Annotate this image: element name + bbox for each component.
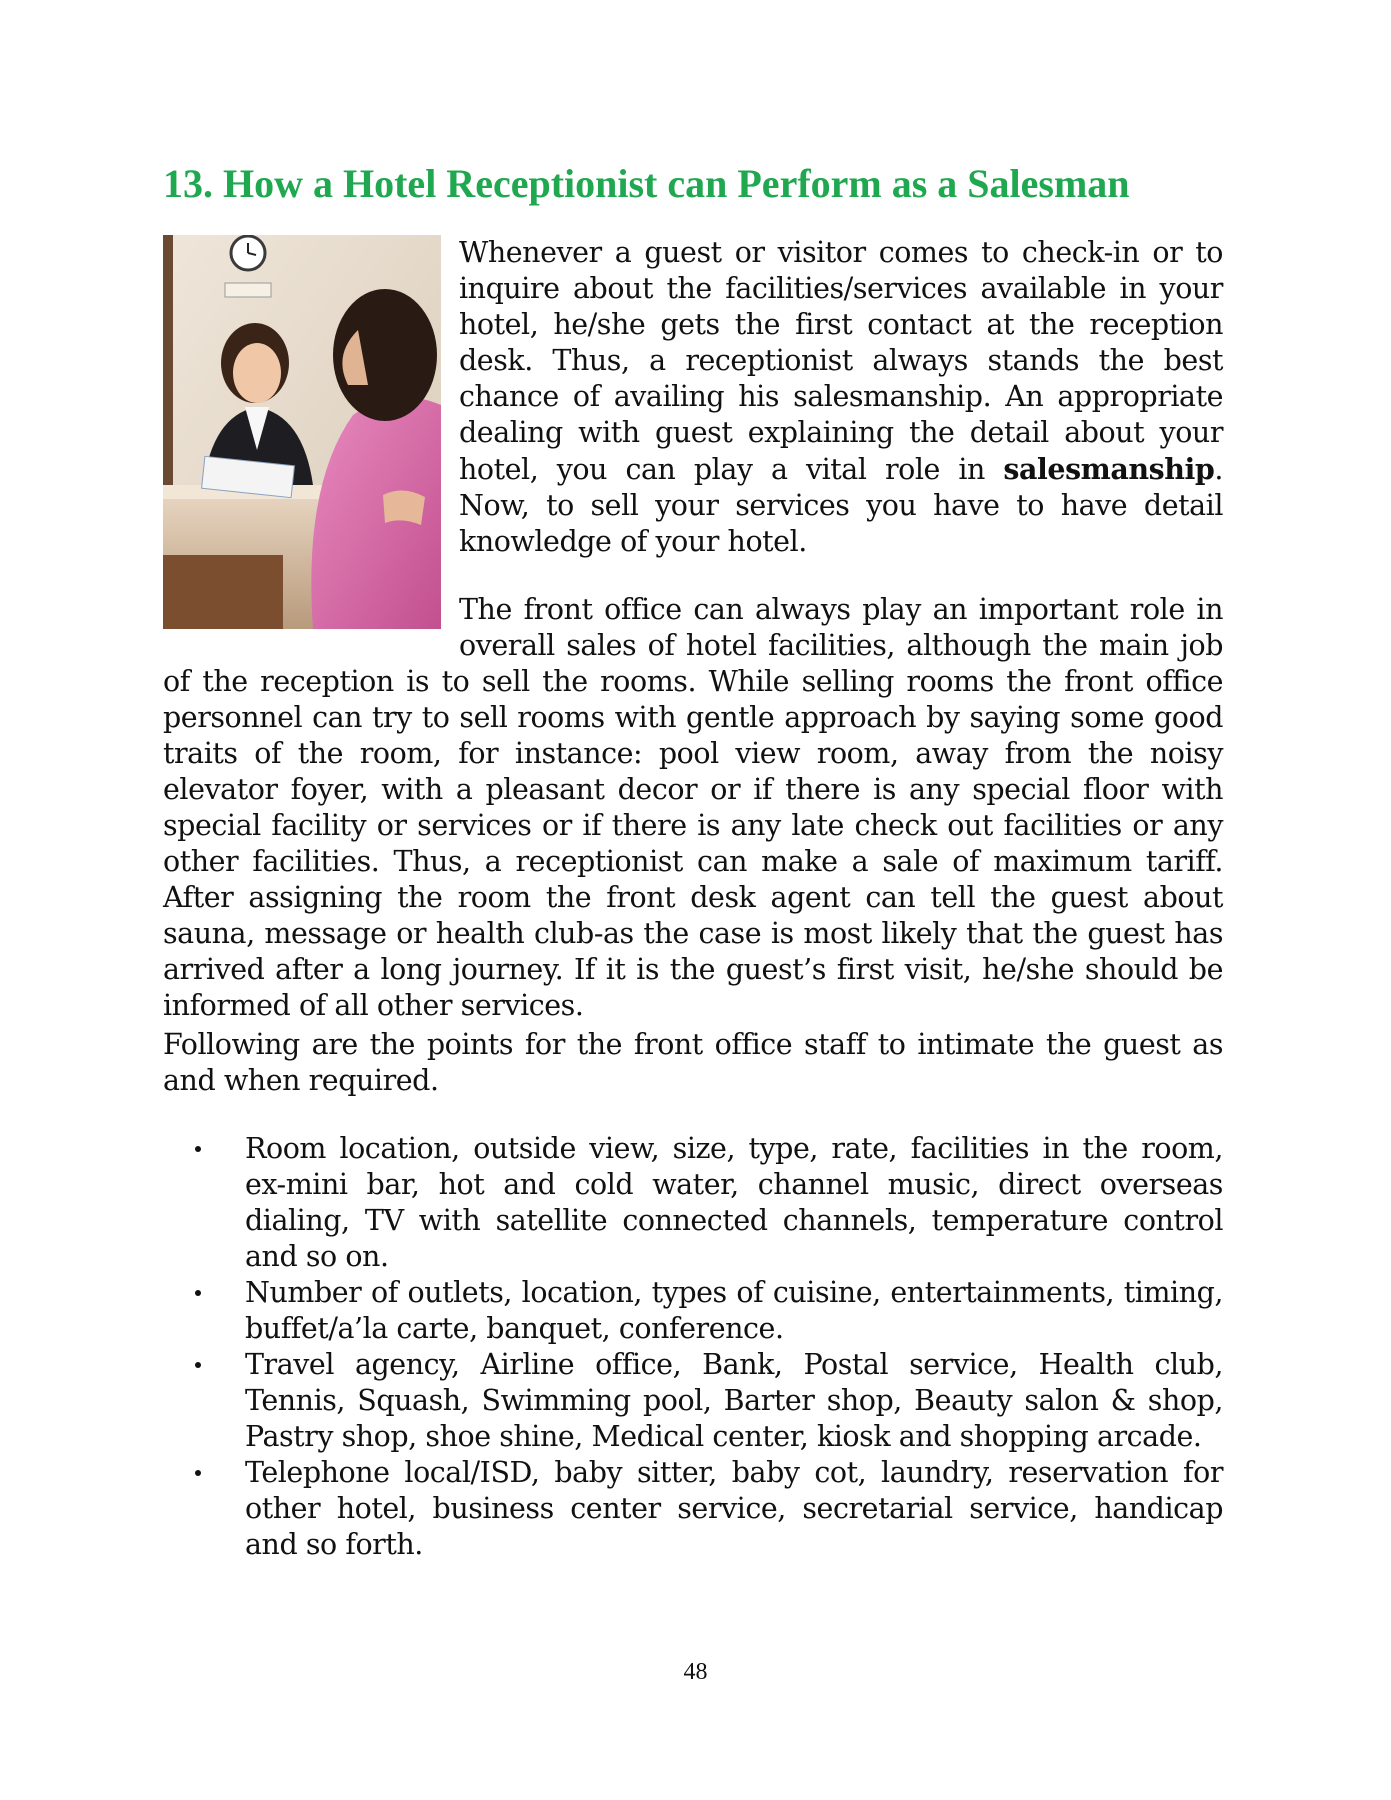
bullet-dot-icon [195,1290,201,1296]
bullet-text: Room location, outside view, size, type, rate, facilities in the room, ex-mini bar, hot and cold water, channel music, direct overseas dialing, TV with satellite connected channels, temperature control and so on. [245,1132,1223,1273]
receptionist-illustration [163,235,441,629]
intro-bold-term: salesmanship [1003,452,1215,486]
page-number: 48 [683,1659,708,1685]
bullet-outlets [163,1275,1223,1347]
bullet-text: Travel agency, Airline office, Bank, Postal service, Health club, Tennis, Squash, Swimming pool, Barter shop, Beauty salon & shop, Pastry shop, shoe shine, Medical center, kiosk and shopping arcade. [245,1348,1223,1453]
bullet-dot-icon [195,1362,201,1368]
bullet-facilities [163,1347,1223,1455]
bullet-dot-icon [195,1146,201,1152]
section-heading: 13. How a Hotel Receptionist can Perform as a Salesman [163,161,1130,206]
bullet-dot-icon [195,1470,201,1476]
intro-section [163,235,1223,1024]
bullet-text: Telephone local/ISD, baby sitter, baby cot, laundry, reservation for other hotel, business center service, secretarial service, handicap and so forth. [245,1456,1223,1561]
front-office-paragraph: The front office can always play an important role in overall sales of hotel facilities, although the main job of the reception is to sell the rooms. While selling rooms the front office personnel can try to sell rooms with gentle approach by saying some good traits of the room, for instance: pool view room, away from the noisy elevator foyer, with a pleasant decor or if there is any special floor with special facility or services or if there is any late check out facilities or any other facilities. Thus, a receptionist can make a sale of maximum tariff. After assigning the room the front desk agent can tell the guest about sauna, message or health club-as the case is most likely that the guest has arrived after a long journey. If it is the guest’s first visit, he/she should be informed of all other services. [163,593,1223,1022]
receptionist-photo [163,235,441,629]
bullet-room-details [163,1131,1223,1275]
services-bullet-list [163,1131,1223,1563]
intro-text-start: Whenever a guest or visitor comes to check-in or to inquire about the facilities/services available in your hotel, he/she gets the first contact at the reception desk. Thus, a receptionist always stands the best chance of availing his salesmanship. An appropriate dealing with guest explaining the detail about your hotel, you can play a vital role in [459,236,1223,486]
bullet-text: Number of outlets, location, types of cuisine, entertainments, timing, buffet/a’la carte, banquet, conference. [245,1276,1223,1345]
bullet-services [163,1455,1223,1563]
intro-text-end: . Now, to sell your services you have to have detail knowledge of your hotel. [459,453,1223,558]
following-points-paragraph: Following are the points for the front office staff to intimate the guest as and when required. [163,1028,1223,1097]
